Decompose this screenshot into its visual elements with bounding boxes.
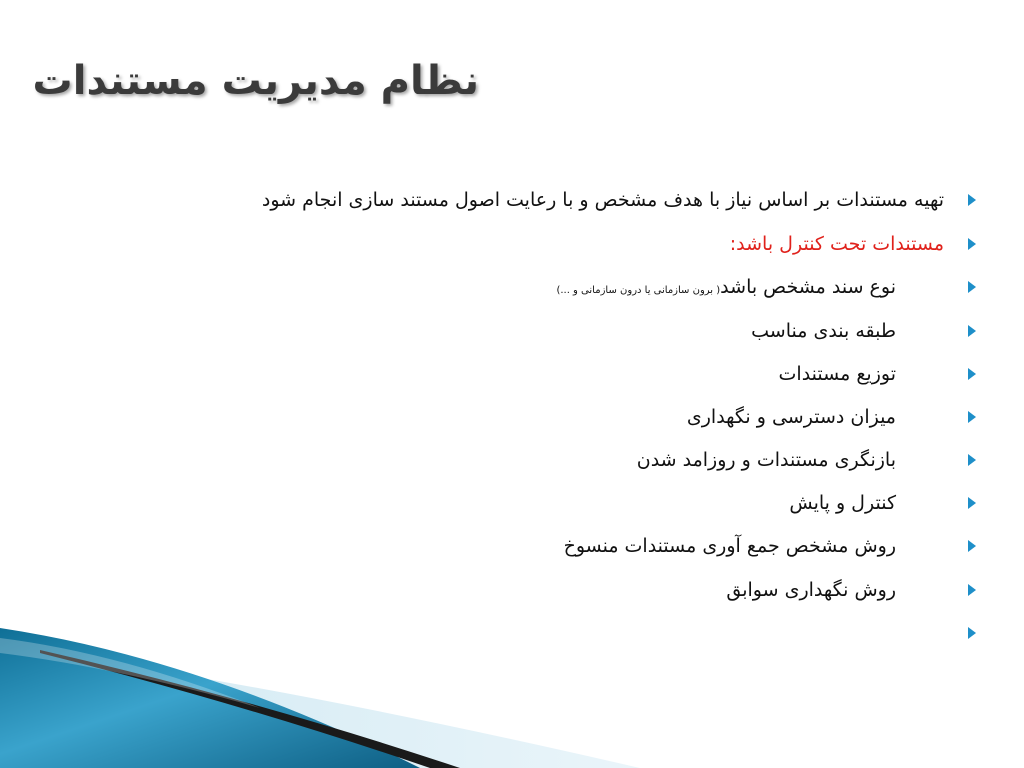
bullet-item-5 [779,361,896,387]
bullet-text: توزیع مستندات [778,363,896,385]
bullet-item-4 [751,318,896,344]
bullet-marker-icon [968,325,976,337]
bullet-text: کنترل و پایش [789,492,896,514]
bullet-item-6 [687,404,896,430]
bullet-item-9 [564,533,896,559]
bullet-text: نوع سند مشخص باشد [720,276,896,298]
bullet-text: طبقه بندی مناسب [751,320,896,342]
bullet-marker-icon [968,194,976,206]
bullet-item-2 [730,231,944,257]
bullet-marker-icon [968,584,976,596]
bullet-text: بازنگری مستندات و روزامد شدن [636,449,896,471]
slide-title: نظام مدیریت مستندات [32,58,479,104]
decorative-swoosh [0,628,640,768]
bullet-marker-icon [968,497,976,509]
bullet-note: ( برون سازمانی یا درون سازمانی و ...) [556,285,721,296]
bullet-marker-icon [968,281,976,293]
bullet-text: مستندات تحت کنترل باشد: [729,233,944,255]
bullet-marker-icon [968,454,976,466]
bullet-text: میزان دسترسی و نگهداری [686,406,896,428]
bullet-item-3 [556,274,896,304]
bullet-item-8 [789,490,896,516]
bullet-text: روش مشخص جمع آوری مستندات منسوخ [563,535,896,557]
bullet-marker-icon [968,238,976,250]
bullet-text: تهیه مستندات بر اساس نیاز با هدف مشخص و با رعایت اصول مستند سازی انجام شود [261,189,944,211]
bullet-text: روش نگهداری سوابق [726,579,896,601]
bullet-marker-icon [968,540,976,552]
bullet-marker-icon [968,411,976,423]
bullet-marker-icon [968,627,976,639]
bullet-marker-icon [968,368,976,380]
bullet-item-7 [637,447,896,473]
bullet-item-1 [262,187,944,213]
bullet-item-10 [726,577,896,603]
